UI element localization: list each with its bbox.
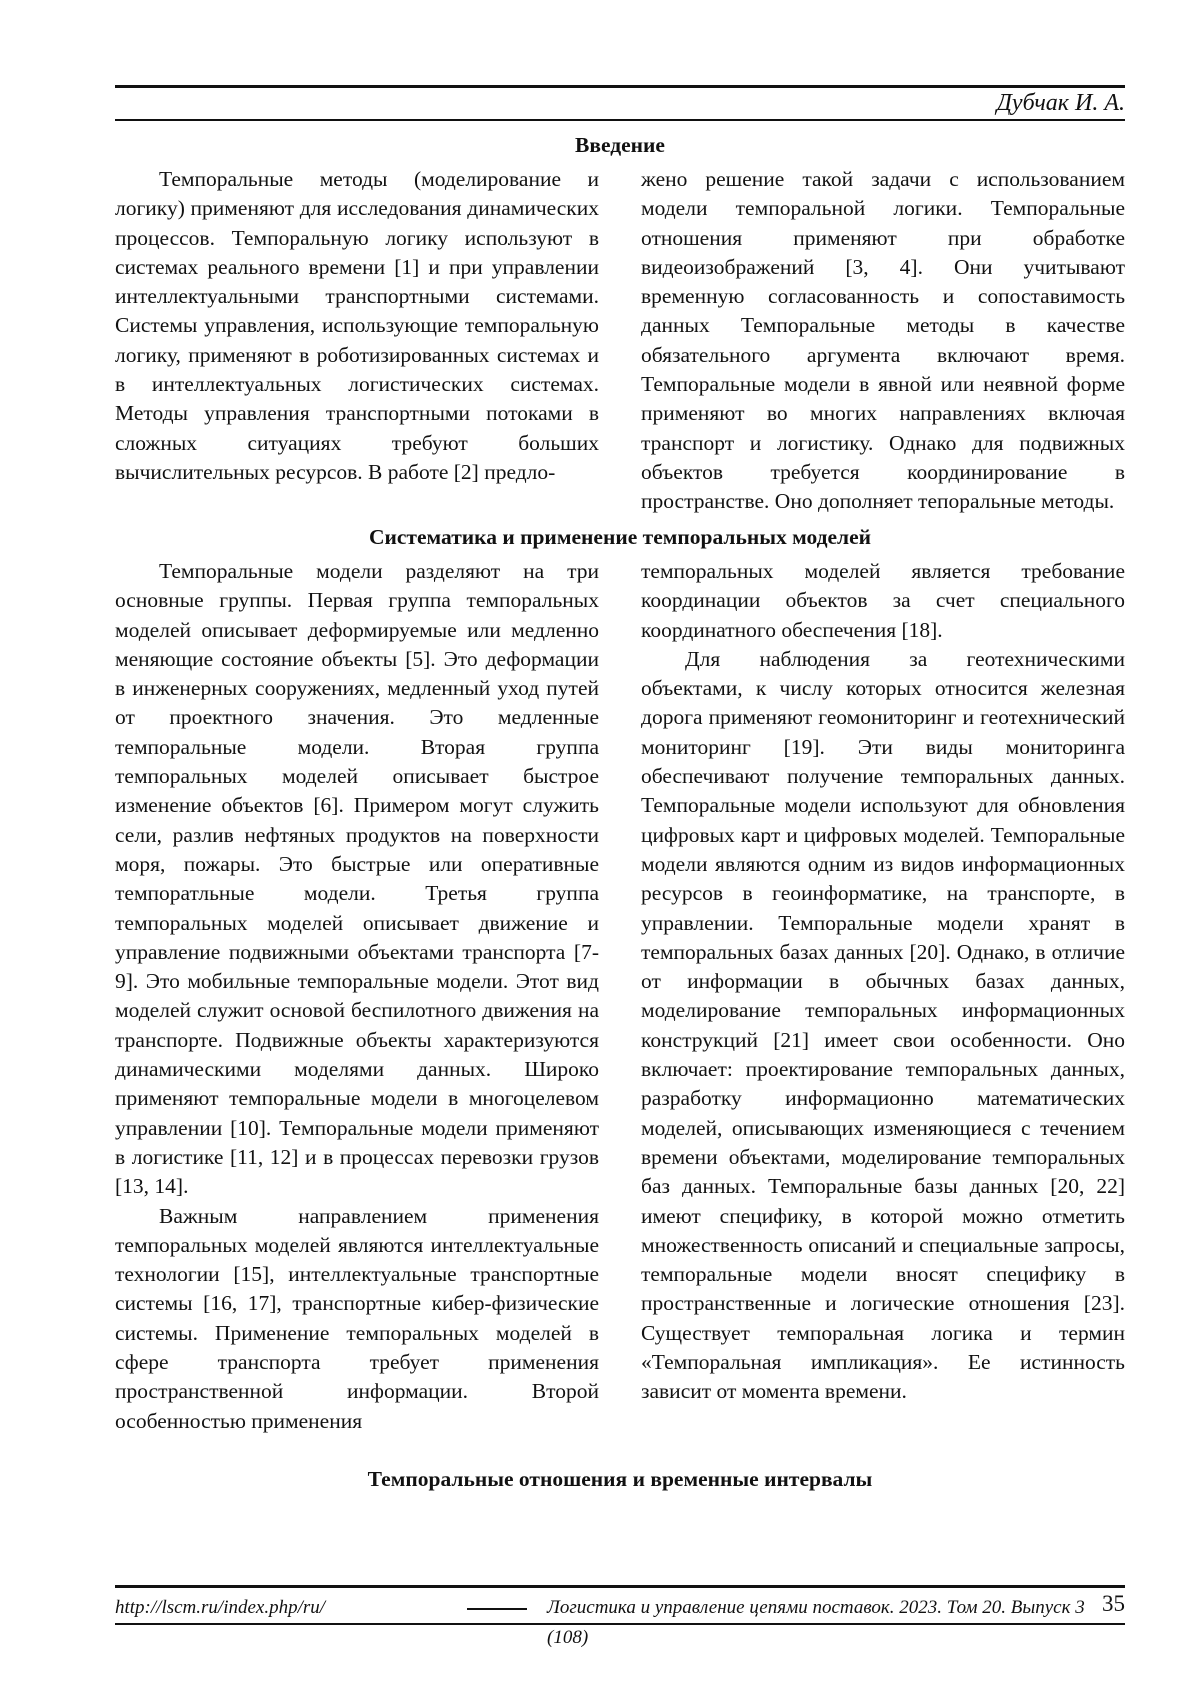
footer-journal-citation: Логистика и управление цепями поставок. 2023. Том 20. Выпуск 3 (108) [547,1597,1085,1648]
section-heading-systematics: Систематика и применение темпоральных моделей [368,525,872,549]
header-top-rule [115,85,1125,88]
footer-dash [467,1608,527,1610]
section-2-left-column [115,557,599,1436]
section-1-right-column [641,165,1125,517]
paragraph: жено решение такой задачи с использованием модели темпоральной логики. Темпоральные отношения применяют при обработке видеоизображений [3, 4]. Они учитывают временную согласованность и сопоставимость данных Темпоральные методы в качестве обязательного аргумента включают время. Темпоральные модели в явной или неявной форме применяют во многих направлениях включая транспорт и логистику. Однако для подвижных объектов требуется координирование в пространстве. Оно дополняет тепоральные методы. [641,167,1125,514]
paragraph: Важным направлением применения темпоральных моделей являются интеллектуальные технологии [15], интеллектуальные транспортные системы [16, 17], транспортные кибер-физические системы. Применение темпоральных моделей в сфере транспорта требует применения пространственной информации. Второй особенностью применения [115,1203,599,1433]
paragraph: Темпоральные модели разделяют на три основные группы. Первая группа темпоральных моделей описывает деформируемые или медленно меняющие состояние объекты [5]. Это деформации в инженерных сооружениях, медленный уход путей от проектного значения. Это медленные темпоральные модели. Вторая группа темпоральных моделей описывает быстрое изменение объектов [6]. Примером могут служить сели, разлив нефтяных продуктов на поверхности моря, пожары. Это быстрые или оперативные темпоратльные модели. Третья группа темпоральных моделей описывает движение и управление подвижными объектами транспорта [7-9]. Это мобильные темпоральные модели. Этот вид моделей служит основой беспилотного движения на транспорте. Подвижные объекты характеризуются динамическими моделями данных. Широко применяют темпоральные модели в многоцелевом управлении [10]. Темпоральные модели применяют в логистике [11, 12] и в процессах перевозки грузов [13, 14]. [115,559,599,1199]
footer-url-link[interactable]: http://lscm.ru/index.php/ru/ [115,1597,326,1618]
footer-bottom-rule [115,1623,1125,1625]
paragraph: Для наблюдения за геотехническими объектами, к числу которых относится железная дорога применяют геомониторинг и геотехнический мониторинг [19]. Эти виды мониторинга обеспечивают получение темпоральных данных. Темпоральные модели используют для обновления цифровых карт и цифровых моделей. Темпоральные модели являются одним из видов информационных ресурсов в геоинформатике, на транспорте, в управлении. Темпоральные модели хранят в темпоральных базах данных [20]. Однако, в отличие от информации в обычных базах данных, моделирование темпоральных информационных конструкций [21] имеет свои особенности. Оно включает: проектирование темпоральных данных, разработку информационно математических моделей, описывающих изменяющиеся с течением времени объектами, моделирование темпоральных баз данных. Темпоральные базы данных [20, 22] имеют специфику, в которой можно отметить множественность описаний и специальные запросы, темпоральные модели вносят специфику в пространственные и логические отношения [23]. Существует темпоральная логика и термин «Темпоральная импликация». Ее истинность зависит от момента времени. [641,646,1125,1404]
paragraph: темпоральных моделей является требование координации объектов за счет специального координатного обеспечения [18]. [641,559,1125,642]
footer-rule [115,1585,1125,1588]
section-heading-introduction: Введение [575,133,665,157]
section-heading-temporal-relations: Темпоральные отношения и временные интервалы [367,1467,873,1491]
header-bottom-rule [115,119,1125,121]
page-footer [115,1591,1125,1648]
paragraph: Темпоральные методы (моделирование и логику) применяют для исследования динамических процессов. Темпоральную логику используют в системах реального времени [1] и при управлении интеллектуальными транспортными системами. Системы управления, использующие темпоральную логику, применяют в роботизированных системах и в интеллектуальных логистических системах. Методы управления транспортными потоками в сложных ситуациях требуют больших вычислительных ресурсов. В работе [2] предло- [115,167,599,484]
page-number: 35 [1102,1591,1125,1616]
section-2-right-column [641,557,1125,1407]
running-header-author: Дубчак И. А. [996,90,1125,116]
section-1-left-column [115,165,599,487]
